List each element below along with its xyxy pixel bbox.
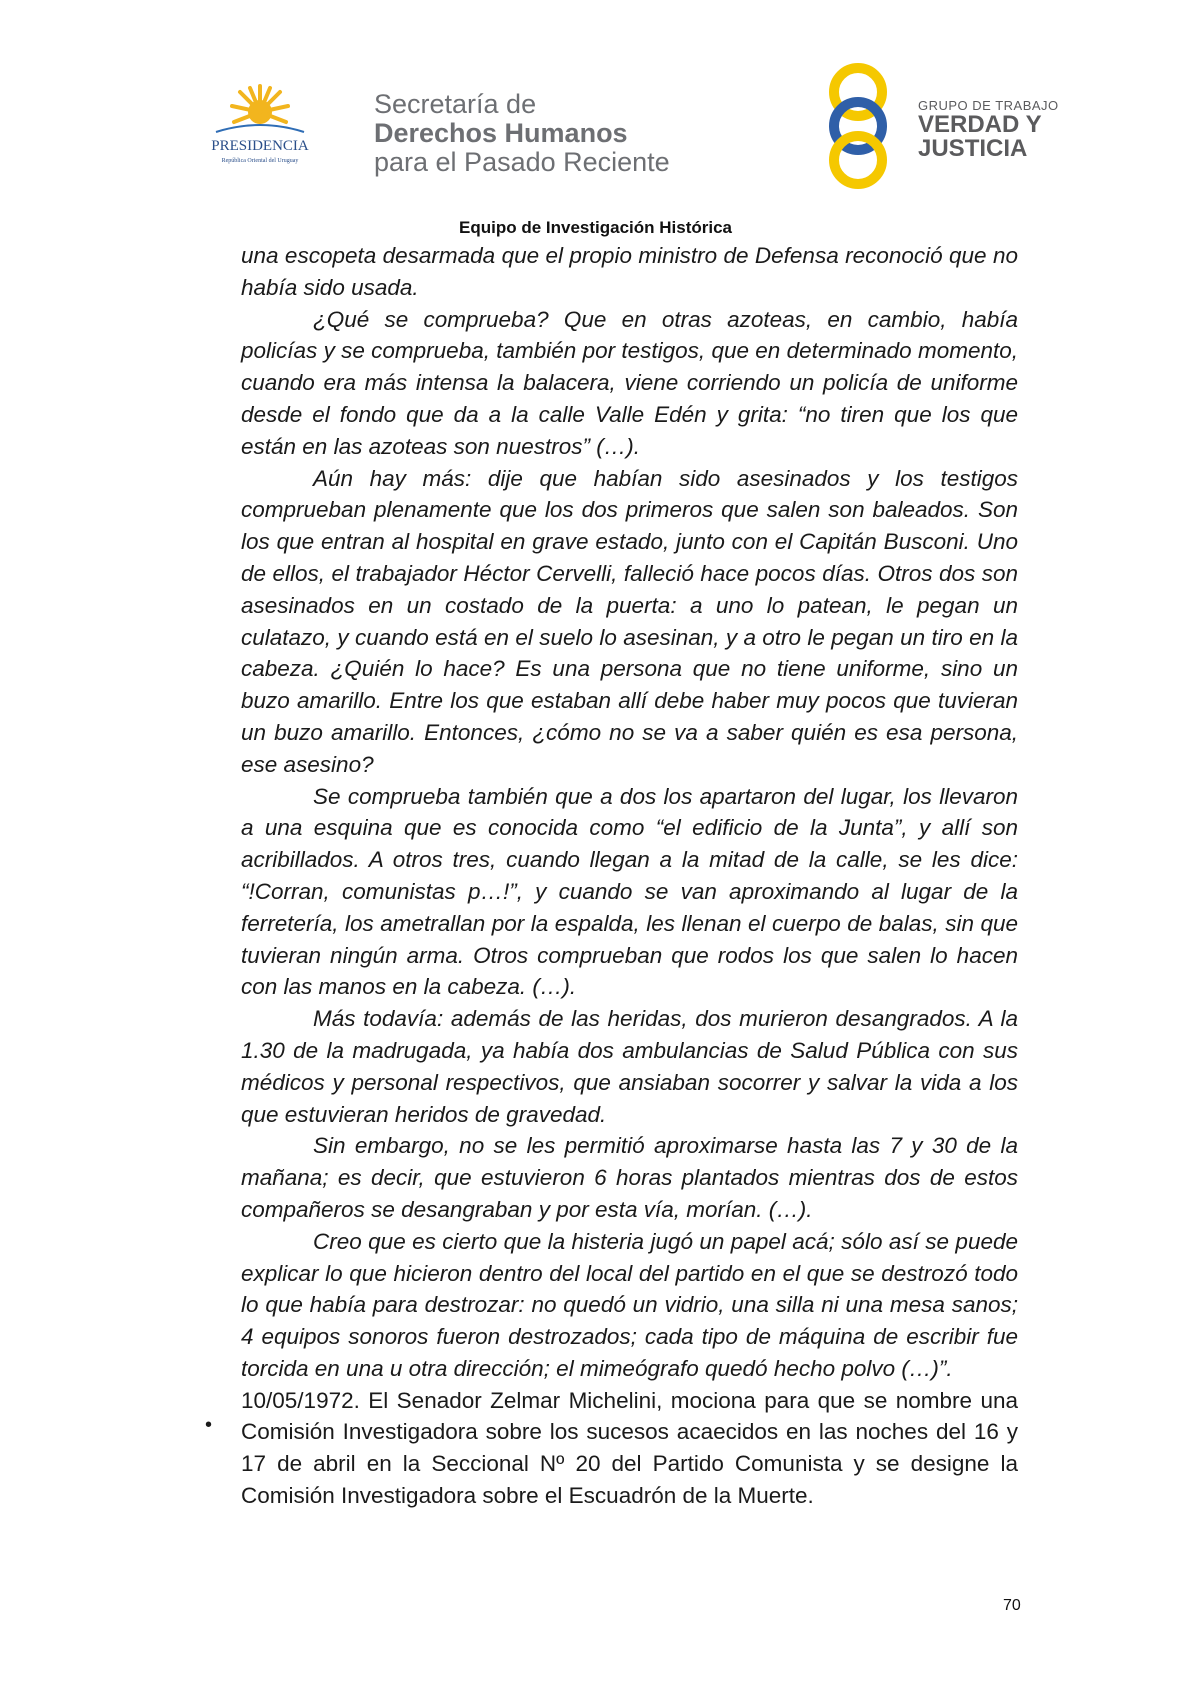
bullet-icon: • xyxy=(205,1414,213,1436)
vyj-line1: GRUPO DE TRABAJO xyxy=(918,98,1059,113)
paragraph: Creo que es cierto que la histeria jugó un papel acá; sólo así se puede explicar lo que hicieron dentro del local del partido en el que se destrozó todo lo que había para destrozar: no quedó un vidrio, una silla ni una mesa sanos; 4 equipos sonoros fueron destrozados; cada tipo de máquina de escribir fue torcida en una u otra dirección; el mimeógrafo quedó hecho polvo (…)”. xyxy=(241,1228,1018,1381)
bullet-item-text: 10/05/1972. El Senador Zelmar Michelini, mociona para que se nombre una Comisión Investigadora sobre los sucesos acaecidos en las noches del 16 y 17 de abril en la Seccional Nº 20 del Partido Comunista y se designe la Comisión Investigadora sobre el Escuadrón de la Muerte. xyxy=(241,1387,1018,1509)
vyj-line2: VERDAD Y xyxy=(918,111,1042,138)
paragraph: Se comprueba también que a dos los apartaron del lugar, los llevaron a una esquina que es conocida como “el edificio de la Junta”, y allí son acribillados. A otros tres, cuando llegan a la mitad de la calle, se les dice: “!Corran, comunistas p…!”, y cuando se van aproximando al lugar de la ferretería, los ametrallan por la espalda, les llenan el cuerpo de balas, sin que tuvieran ningún arma. Otros comprueban que rodos los que salen lo hacen con las manos en la cabeza. (…). xyxy=(241,783,1018,1000)
vyj-line3: JUSTICIA xyxy=(918,135,1028,162)
secretaria-title xyxy=(374,90,670,177)
team-heading: Equipo de Investigación Histórica xyxy=(459,218,732,237)
secretaria-line2: Derechos Humanos xyxy=(374,118,628,148)
verdad-justicia-logo xyxy=(808,62,908,190)
presidencia-subtext: República Oriental del Uruguay xyxy=(221,158,299,164)
paragraph: Aún hay más: dije que habían sido asesinados y los testigos comprueban plenamente que los dos primeros que salen son baleados. Son los que entran al hospital en grave estado, junto con el Capitán Busconi. Uno de ellos, el trabajador Héctor Cervelli, falleció hace pocos días. Otros dos son asesinados en un costado de la puerta: a uno lo patean, le pegan un culatazo, y cuando está en el suelo lo asesinan, y a otro le pegan un tiro en la cabeza. ¿Quién lo hace? Es una persona que no tiene uniforme, sino un buzo amarillo. Entre los que estaban allí debe haber muy pocos que tuvieran un buzo amarillo. Entonces, ¿cómo no se va a saber quién es esa persona, ese asesino? xyxy=(241,465,1018,777)
presidencia-text: PRESIDENCIA xyxy=(211,138,309,154)
sun-icon xyxy=(216,86,304,132)
paragraph: Sin embargo, no se les permitió aproximarse hasta las 7 y 30 de la mañana; es decir, que estuvieron 6 horas plantados mientras dos de estos compañeros se desangraban y por esta vía, morían. (…). xyxy=(241,1133,1018,1222)
secretaria-line3: para el Pasado Reciente xyxy=(374,147,670,177)
paragraph: ¿Qué se comprueba? Que en otras azoteas, en cambio, había policías y se comprueba, también por testigos, que en determinado momento, cuando era más intensa la balacera, viene corriendo un policía de uniforme desde el fondo que da a la calle Valle Edén y grita: “no tiren que los que están en las azoteas son nuestros” (…). xyxy=(241,306,1018,459)
document-body xyxy=(241,240,1018,1512)
presidencia-logo xyxy=(196,80,356,180)
paragraph: Más todavía: además de las heridas, dos murieron desangrados. A la 1.30 de la madrugada, ya había dos ambulancias de Salud Pública con sus médicos y personal respectivos, que ansiaban socorrer y salvar la vida a los que estuvieran heridos de gravedad. xyxy=(241,1006,1018,1127)
verdad-justicia-text xyxy=(918,98,1059,161)
paragraph: una escopeta desarmada que el propio ministro de Defensa reconoció que no había sido usada. xyxy=(241,243,1018,300)
page-number: 70 xyxy=(1003,1597,1021,1614)
secretaria-line1: Secretaría de xyxy=(374,89,537,119)
